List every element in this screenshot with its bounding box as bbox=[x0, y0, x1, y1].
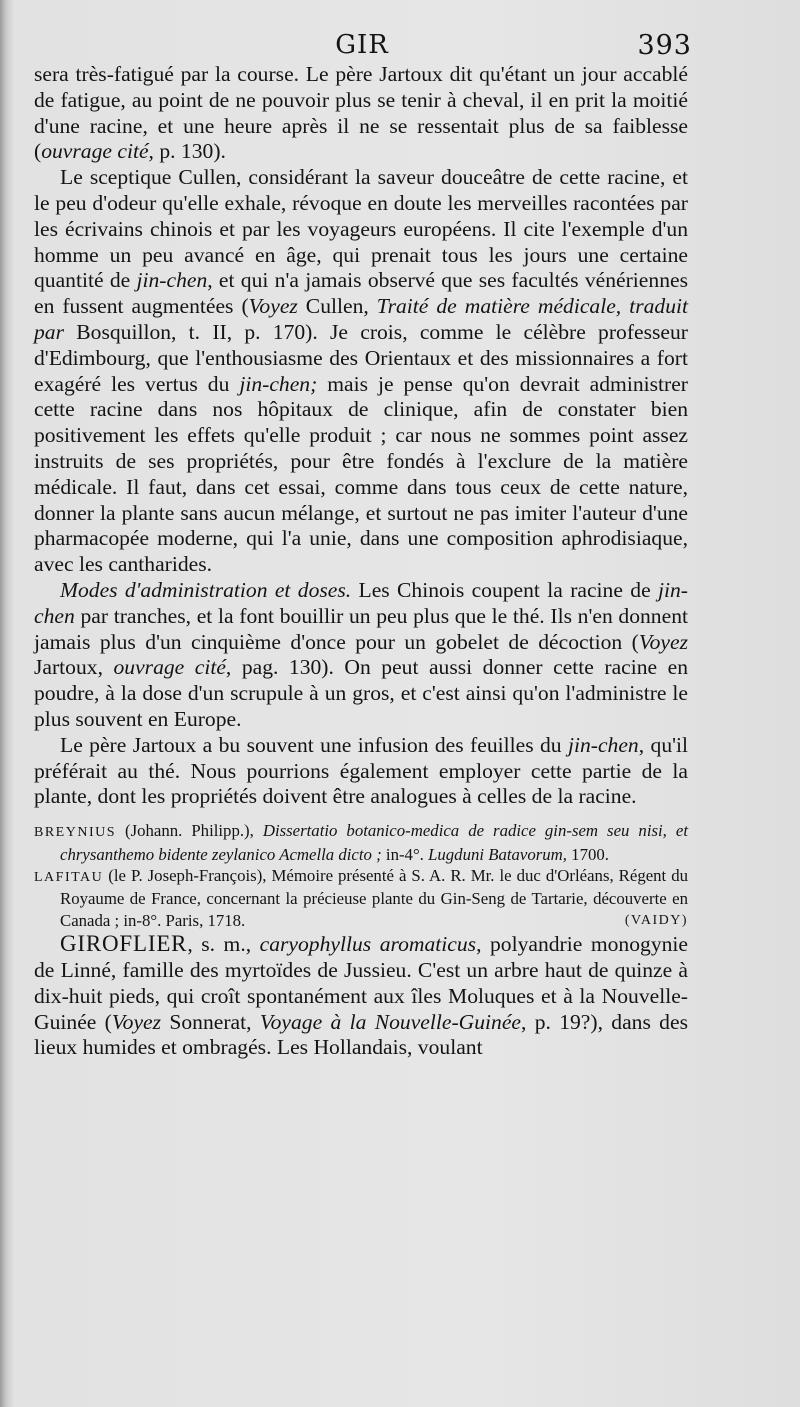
paragraph-2: Le sceptique Cullen, considérant la saveur douceâtre de cette racine, et le peu d'odeur qu'elle exhale, révoque en doute les merveilles racontées par les écrivains chinois et par les voyageurs européens. Il cite l'exemple d'un homme un peu avancé en âge, qui prenait tous les jours une certaine quantité de jin-chen, et qui n'a jamais observé que ses facultés vénériennes en fussent augmentées (Voyez Cullen, Traité de matière médicale, traduit par Bosquillon, t. II, p. 170). Je crois, comme le célèbre professeur d'Edimbourg, que l'enthousiasme des Orientaux et des missionnaires a fort exagéré les vertus du jin-chen; mais je pense qu'on devrait administrer cette racine dans nos hôpitaux de clinique, afin de constater bien positivement les effets qu'elle produit ; car nous ne sommes point assez instruits de ses propriétés, pour être fondés à l'exclure de la matière médicale. Il faut, dans cet essai, comme dans tous ceux de cette nature, donner la plante sans aucun mélange, et surtout ne pas imiter l'auteur d'une pharmacopée moderne, qui l'a unie, dans une composition aphrodisiaque, avec les cantharides. bbox=[34, 165, 688, 577]
paragraph-3: Modes d'administration et doses. Les Chinois coupent la racine de jin-chen par tranches, et la font bouillir un peu plus que le thé. Ils n'en donnent jamais plus d'un cinquième d'once pour un gobelet de décoction (Voyez Jartoux, ouvrage cité, pag. 130). On peut aussi donner cette racine en poudre, à la dose d'un scrupule à un gros, et c'est ainsi qu'on l'administre le plus souvent en Europe. bbox=[34, 577, 689, 731]
bibliography bbox=[34, 820, 688, 931]
author-signature: (VAIDY) bbox=[624, 912, 688, 928]
paragraph-1: sera très-fatigué par la course. Le père Jartoux dit qu'étant un jour accablé de fatigue, au point de ne pouvoir plus se tenir à cheval, il en prit la moitié d'une racine, et une heure après il ne se ressentait plus de sa faiblesse (ouvrage cité, p. 130). bbox=[34, 62, 688, 164]
page-number: 393 bbox=[637, 30, 692, 61]
entry-headword: GIROFLIER bbox=[60, 931, 188, 957]
reference-breynius: BREYNIUS (Johann. Philipp.), Dissertatio botanico-medica de radice gin-sem seu nisi, et chrysanthemo bidente zeylanico Acmella dicto ; in-4°. Lugduni Batavorum, 1700. bbox=[34, 821, 688, 864]
body-text bbox=[34, 62, 688, 1061]
entry-giroflier: GIROFLIER, s. m., caryophyllus aromaticus, polyandrie monogynie de Linné, famille des myrtoïdes de Jussieu. C'est un arbre haut de quinze à dix-huit pieds, qui croît spontanément aux îles Moluques et à la Nouvelle-Guinée (Voyez Sonnerat, Voyage à la Nouvelle-Guinée, p. 19?), dans des lieux humides et ombragés. Les Hollandais, voulant bbox=[34, 931, 689, 1060]
reference-lafitau: LAFITAU (le P. Joseph-François), Mémoire présenté à S. A. R. Mr. le duc d'Orléans, Régent du Royaume de France, concernant la précieuse plante du Gin-Seng de Tartarie, découverte en Canada ; in-8°. Paris, 1718. (VAIDY) bbox=[34, 865, 688, 930]
paragraph-4: Le père Jartoux a bu souvent une infusion des feuilles du jin-chen, qu'il préférait au thé. Nous pourrions également employer cette partie de la plante, dont les propriétés doivent être analogues à celles de la racine. bbox=[34, 732, 689, 809]
section-heading: Modes d'administration et doses. bbox=[60, 577, 352, 602]
page-header bbox=[32, 30, 692, 66]
running-head: GIR bbox=[335, 30, 389, 60]
